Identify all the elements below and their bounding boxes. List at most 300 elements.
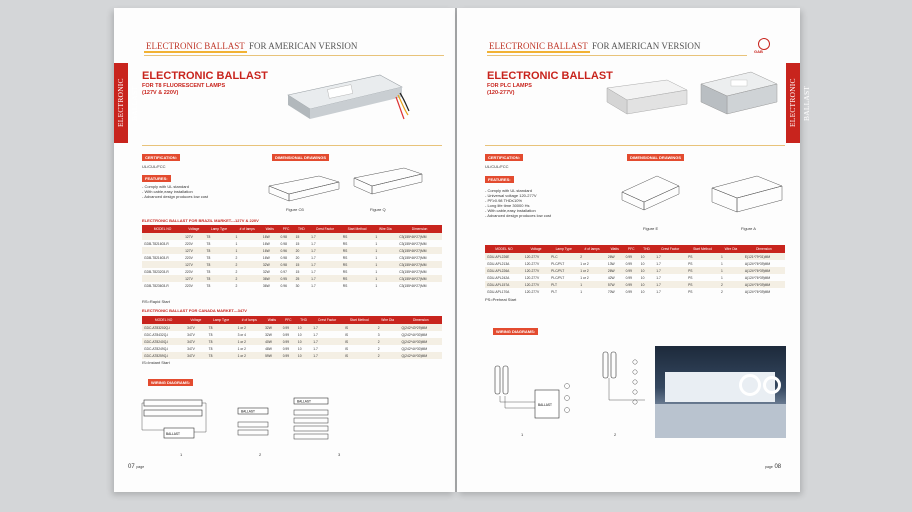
table-cell: A(124*76*39)MM bbox=[744, 261, 771, 266]
column-header: Dimension bbox=[400, 316, 443, 324]
header-rule bbox=[487, 55, 747, 56]
brand-logo bbox=[754, 38, 776, 54]
table-cell: 1 bbox=[373, 261, 397, 268]
table-cell: 30 bbox=[295, 283, 300, 288]
column-header: Voltage bbox=[523, 245, 549, 253]
table-cell: PLC bbox=[549, 253, 578, 260]
table-row bbox=[142, 247, 442, 254]
table-cell bbox=[142, 233, 183, 240]
column-header: Crest Factor bbox=[309, 225, 341, 233]
column-header: Dimension bbox=[743, 245, 785, 253]
table-cell: 15 bbox=[295, 241, 300, 246]
product-title: ELECTRONIC BALLAST bbox=[487, 70, 613, 82]
canada-note: IS=Instant Start bbox=[142, 360, 170, 365]
table-cell: PS bbox=[688, 261, 693, 266]
figure-caption: Figure Q bbox=[370, 207, 386, 212]
page-word: page bbox=[136, 465, 145, 469]
table-cell: RS bbox=[342, 255, 348, 260]
plc-ballast-photo-2 bbox=[693, 64, 783, 124]
table-cell: C3(155*46*27)MM bbox=[397, 261, 442, 268]
table-cell: 1.7 bbox=[313, 346, 318, 351]
canada-spec-table bbox=[142, 316, 442, 359]
product-title: ELECTRONIC BALLAST bbox=[142, 70, 268, 82]
table-cell: C3(155*46*27)MM bbox=[397, 247, 442, 254]
features-label: FEATURES: bbox=[142, 175, 171, 182]
table-cell: PS bbox=[688, 289, 693, 294]
table-row bbox=[485, 281, 785, 288]
table-cell: 32W bbox=[263, 324, 281, 331]
table-cell: 1 bbox=[375, 241, 378, 246]
diagram-number: 1 bbox=[180, 452, 183, 457]
photo-ring-light-icon bbox=[763, 376, 781, 394]
table-header-row bbox=[142, 316, 442, 324]
table-cell: PS bbox=[686, 281, 719, 288]
table-cell: 1 bbox=[375, 283, 378, 288]
table-cell: 1 bbox=[233, 247, 260, 254]
feature-item: - With cable,easy installation bbox=[142, 189, 193, 194]
column-header: Wire Dia bbox=[376, 316, 400, 324]
table-cell: 127V bbox=[183, 275, 204, 282]
table-cell: RS bbox=[341, 247, 374, 254]
table-cell: 10 bbox=[639, 267, 654, 274]
table-cell: 0.95 bbox=[279, 275, 294, 282]
showroom-photo bbox=[655, 346, 786, 438]
table-cell: 127V bbox=[183, 247, 204, 254]
column-header: Crest Factor bbox=[654, 245, 686, 253]
diagram-ballast-label: BALLAST bbox=[297, 399, 311, 404]
table-cell: IS bbox=[343, 324, 376, 331]
table-cell: 1.7 bbox=[654, 253, 686, 260]
table-cell: T8 bbox=[205, 275, 234, 282]
table-cell: GDB-T823603-R bbox=[144, 283, 169, 288]
table-row bbox=[485, 260, 785, 267]
table-cell: 1 or 2 bbox=[578, 267, 606, 274]
table-cell: 127V bbox=[183, 233, 204, 240]
column-header: # of lamps bbox=[236, 316, 264, 324]
table-cell: 0.99 bbox=[624, 281, 639, 288]
table-cell: T8 bbox=[205, 233, 234, 240]
column-header: Watts bbox=[261, 225, 279, 233]
table-row bbox=[485, 288, 785, 295]
table-cell: RS bbox=[341, 261, 374, 268]
table-cell: 0.99 bbox=[624, 253, 639, 260]
table-cell: 1.7 bbox=[656, 289, 661, 294]
table-cell: 1.7 bbox=[309, 233, 341, 240]
table-cell: T8 bbox=[205, 247, 234, 254]
table-cell: 0.99 bbox=[282, 346, 290, 351]
column-header: Watts bbox=[606, 245, 624, 253]
column-header: Voltage bbox=[185, 316, 206, 324]
table-cell: 2 bbox=[376, 352, 400, 359]
table-cell: 1.7 bbox=[311, 269, 316, 274]
table-cell: 1.7 bbox=[311, 324, 343, 331]
table-cell: 1 or 2 bbox=[236, 338, 264, 345]
page-word: page bbox=[765, 465, 773, 469]
table-cell: 10 bbox=[296, 338, 311, 345]
column-header: Start Method bbox=[686, 245, 719, 253]
table-cell: 220V bbox=[185, 241, 193, 246]
table-cell: IS bbox=[343, 338, 376, 345]
table-cell bbox=[142, 261, 183, 268]
table-cell: IS bbox=[343, 352, 376, 359]
table-cell: 1 or 2 bbox=[237, 346, 247, 351]
table-cell: GDU-APL170A bbox=[487, 289, 510, 294]
table-cell: 0.98 bbox=[280, 241, 287, 246]
table-cell: 127V bbox=[183, 261, 204, 268]
table-cell: 347V bbox=[187, 346, 195, 351]
column-header: Wire Dia bbox=[373, 225, 397, 233]
table-cell: 2 bbox=[376, 338, 400, 345]
table-cell: 15 bbox=[294, 233, 309, 240]
table-row bbox=[142, 240, 442, 247]
plc-ballast-photo-1 bbox=[597, 74, 697, 124]
table-cell: 120-277V bbox=[523, 267, 549, 274]
divider-1 bbox=[485, 145, 785, 146]
wiring-label: WIRING DIAGRAMS: bbox=[493, 328, 538, 335]
table-cell: 220V bbox=[185, 269, 193, 274]
table-cell: 347V bbox=[185, 324, 206, 331]
table-cell: 2 bbox=[233, 275, 260, 282]
table-cell: 42W bbox=[607, 275, 615, 280]
table-cell: 3 or 4 bbox=[237, 332, 247, 337]
table-cell: 1 or 2 bbox=[580, 275, 589, 280]
table-cell: GDB-T823203-R bbox=[144, 269, 169, 274]
table-cell: 1 bbox=[719, 253, 743, 260]
table-cell: 2 bbox=[233, 261, 260, 268]
table-cell: 1.7 bbox=[656, 261, 661, 266]
table-cell: 1 or 2 bbox=[580, 261, 589, 266]
table-cell: 1 bbox=[373, 247, 397, 254]
table-cell: 0.98 bbox=[279, 233, 294, 240]
table-cell: RS bbox=[342, 241, 348, 246]
table-cell: 1.7 bbox=[311, 241, 316, 246]
table-cell: T8 bbox=[207, 338, 236, 345]
brazil-spec-table bbox=[142, 225, 442, 289]
table-row bbox=[485, 274, 785, 281]
table-cell: 220V bbox=[185, 255, 193, 260]
table-cell: 347V bbox=[185, 352, 206, 359]
table-cell: 2 bbox=[376, 324, 400, 331]
table-row bbox=[142, 345, 442, 352]
table-cell: C3(155*46*27)MM bbox=[399, 255, 427, 260]
page-number bbox=[765, 464, 781, 470]
table-cell: 10 bbox=[639, 253, 654, 260]
feature-item: - With cable,easy installation bbox=[485, 208, 536, 213]
table-cell: 32W bbox=[261, 261, 279, 268]
table-cell: PLT bbox=[549, 281, 578, 288]
table-header-row bbox=[485, 245, 785, 253]
column-header: Start Method bbox=[343, 316, 376, 324]
table-cell: GDB-T821603-R bbox=[144, 241, 169, 246]
cert-value: UL/CUL/FCC bbox=[142, 164, 166, 169]
wiring-diagrams bbox=[142, 390, 322, 450]
diagram-number: 2 bbox=[259, 452, 262, 457]
table-cell: Q(242*44*30)MM bbox=[400, 338, 443, 345]
table-cell: 120-277V bbox=[523, 253, 549, 260]
table-cell: PS bbox=[686, 253, 719, 260]
table-cell: 10 bbox=[640, 261, 645, 266]
table-row bbox=[142, 233, 442, 240]
side-tab: ELECTRONIC BALLAST bbox=[114, 63, 128, 143]
table-cell: T8 bbox=[206, 255, 211, 260]
table-cell: 0.97 bbox=[280, 269, 287, 274]
table-cell: 0.99 bbox=[281, 352, 296, 359]
table-cell: 1.7 bbox=[654, 267, 686, 274]
table-cell: 2 bbox=[235, 283, 238, 288]
column-header: THD bbox=[296, 316, 311, 324]
table-cell: Q(242*44*30)MM bbox=[401, 332, 428, 337]
table-cell: 2 bbox=[720, 289, 723, 294]
brazil-table-title: ELECTRONIC BALLAST FOR BRAZIL MARKET---127V & 220V bbox=[142, 218, 259, 223]
column-header: Lamp Type bbox=[205, 225, 234, 233]
diagram-ballast-label: BALLAST bbox=[241, 409, 255, 414]
table-cell: PS bbox=[686, 267, 719, 274]
left-page bbox=[114, 8, 455, 492]
table-cell: 16W bbox=[262, 255, 270, 260]
figure-caption: Figure A bbox=[741, 226, 756, 231]
column-header: Lamp Type bbox=[549, 245, 578, 253]
diagram-ballast-label: BALLAST bbox=[166, 432, 180, 436]
figure-caption: Figure O3 bbox=[286, 207, 304, 212]
table-cell: C3(155*46*27)MM bbox=[399, 269, 427, 274]
features-label: FEATURES: bbox=[485, 176, 514, 183]
table-cell: 0.99 bbox=[625, 289, 632, 294]
table-cell: 0.98 bbox=[279, 261, 294, 268]
figure-caption: Figure E bbox=[643, 226, 659, 231]
brazil-note: RS=Rapid Start bbox=[142, 299, 170, 304]
table-cell: 1.7 bbox=[309, 261, 341, 268]
table-cell: 2 bbox=[719, 281, 743, 288]
table-cell: T8 bbox=[207, 352, 236, 359]
table-cell: 10 bbox=[297, 332, 302, 337]
table-cell: 347V bbox=[185, 338, 206, 345]
table-cell: 16W bbox=[262, 241, 270, 246]
table-cell: A(124*76*39)MM bbox=[744, 289, 771, 294]
table-cell: 57W bbox=[606, 281, 624, 288]
table-cell: 26W bbox=[606, 267, 624, 274]
table-cell: 1 bbox=[719, 267, 743, 274]
plc-note: PS=Preheat Start bbox=[485, 297, 517, 302]
page-header-left bbox=[144, 41, 357, 51]
diagram-ballast-label: BALLAST bbox=[538, 403, 552, 407]
column-header: Crest Factor bbox=[311, 316, 343, 324]
table-cell: 59W bbox=[263, 352, 281, 359]
column-header: PFC bbox=[279, 225, 294, 233]
feature-item: - Universal voltage 120-277V bbox=[485, 193, 537, 198]
dim-drawings-label: DIMENSIONAL DRAWINGS bbox=[272, 154, 329, 161]
table-cell: 1 or 2 bbox=[236, 324, 264, 331]
table-cell: 1.7 bbox=[311, 338, 343, 345]
page-number-value: 08 bbox=[774, 464, 782, 470]
header-rest: FOR AMERICAN VERSION bbox=[246, 41, 358, 51]
table-cell: 1 bbox=[580, 289, 583, 294]
table-row bbox=[142, 331, 442, 338]
table-cell: 0.99 bbox=[282, 332, 290, 337]
table-cell: 220V bbox=[185, 283, 193, 288]
table-cell: 1.7 bbox=[311, 283, 316, 288]
table-cell: C3(155*46*27)MM bbox=[399, 241, 427, 246]
table-cell: 10 bbox=[639, 281, 654, 288]
page-number bbox=[128, 464, 144, 470]
divider-1 bbox=[142, 145, 442, 146]
product-voltage: (127V & 220V) bbox=[142, 90, 179, 96]
table-cell: 16W bbox=[261, 233, 279, 240]
table-cell: T8 bbox=[208, 332, 213, 337]
table-cell: GDC-AT8249Q-I bbox=[144, 346, 169, 351]
page-number-value: 07 bbox=[128, 464, 135, 470]
table-cell: T8 bbox=[206, 241, 211, 246]
column-header: Start Method bbox=[341, 225, 374, 233]
column-header: Dimension bbox=[397, 225, 442, 233]
column-header: # of lamps bbox=[578, 245, 606, 253]
table-cell: T8 bbox=[206, 269, 211, 274]
feature-item: - Comply with UL standard bbox=[485, 188, 532, 193]
table-cell: 2 bbox=[235, 255, 238, 260]
feature-item: - Advanced design produces low cost bbox=[142, 194, 209, 199]
table-cell: 26W bbox=[606, 253, 624, 260]
column-header: PFC bbox=[281, 316, 296, 324]
table-cell: 0.99 bbox=[281, 338, 296, 345]
table-cell: GDU-APL242A bbox=[487, 275, 510, 280]
table-cell: 36W bbox=[262, 283, 270, 288]
table-cell: 1 bbox=[373, 233, 397, 240]
table-cell: IS bbox=[344, 346, 349, 351]
table-cell: GDC-AT8432Q-I bbox=[144, 332, 169, 337]
table-cell: 120-277V bbox=[524, 261, 540, 266]
table-cell: 1 bbox=[720, 261, 723, 266]
table-cell: A(124*76*39)MM bbox=[743, 281, 785, 288]
diagram-number: 3 bbox=[338, 452, 341, 457]
table-cell: 1.7 bbox=[656, 275, 661, 280]
table-cell: A(124*76*39)MM bbox=[744, 275, 771, 280]
photo-floor bbox=[655, 404, 786, 438]
table-cell: C3(155*46*27)MM bbox=[397, 275, 442, 282]
photo-ring-light-icon bbox=[739, 374, 761, 396]
table-cell bbox=[142, 247, 183, 254]
feature-item: - Long life time 30000 Hs bbox=[485, 203, 530, 208]
canada-table-title: ELECTRONIC BALLAST FOR CANADA MARKET---347V bbox=[142, 308, 247, 313]
table-cell: C3(155*46*27)MM bbox=[399, 283, 427, 288]
table-cell: 1 bbox=[373, 275, 397, 282]
table-cell: RS bbox=[342, 283, 348, 288]
table-cell: 10 bbox=[296, 324, 311, 331]
table-cell: IS bbox=[344, 332, 349, 337]
column-header: MODEL NO bbox=[485, 245, 523, 253]
table-cell: 0.96 bbox=[280, 283, 287, 288]
column-header: Wire Dia bbox=[719, 245, 743, 253]
column-header: Watts bbox=[263, 316, 281, 324]
table-cell: 20 bbox=[295, 255, 300, 260]
table-cell: 2 bbox=[578, 253, 606, 260]
table-cell: 1 bbox=[720, 275, 723, 280]
table-cell: 15 bbox=[294, 261, 309, 268]
table-cell: 0.96 bbox=[279, 247, 294, 254]
table-cell: GDC-AT8259Q-I bbox=[142, 352, 185, 359]
table-cell: Q(242*43*29)MM bbox=[400, 324, 443, 331]
table-cell: 15 bbox=[295, 269, 300, 274]
dim-drawings-label: DIMENSIONAL DRAWINGS bbox=[627, 154, 684, 161]
table-cell: RS bbox=[341, 233, 374, 240]
table-cell: 0.99 bbox=[625, 275, 632, 280]
table-cell: 10 bbox=[297, 346, 302, 351]
table-cell: 10 bbox=[296, 352, 311, 359]
table-cell: 120-277V bbox=[523, 281, 549, 288]
table-cell: T8 bbox=[205, 261, 234, 268]
table-cell: 3 bbox=[377, 332, 380, 337]
table-cell: T8 bbox=[207, 324, 236, 331]
cert-label: CERTIFICATION: bbox=[142, 154, 180, 161]
table-cell: GDC-AT8240Q-I bbox=[142, 338, 185, 345]
table-cell: 48W bbox=[265, 346, 272, 351]
table-cell: 347V bbox=[187, 332, 195, 337]
side-tab: ELECTRONIC BALLAST bbox=[786, 63, 800, 143]
table-cell: 120-277V bbox=[524, 289, 540, 294]
table-cell: GDU-APL226E bbox=[485, 253, 523, 260]
table-cell: 1.7 bbox=[309, 275, 341, 282]
table-cell: GDC-AT83202Q-I bbox=[142, 324, 185, 331]
table-cell: 1.7 bbox=[654, 281, 686, 288]
table-cell: PLC/PLT bbox=[551, 261, 565, 266]
table-cell: PLC/PLT bbox=[549, 267, 578, 274]
right-page bbox=[457, 8, 811, 492]
table-row bbox=[142, 338, 442, 345]
ballast-photo bbox=[280, 65, 410, 125]
feature-item: - PF≥0.98 THD≤10% bbox=[485, 198, 522, 203]
plc-spec-table bbox=[485, 245, 785, 295]
table-cell: 0.98 bbox=[280, 255, 287, 260]
table-cell: PS bbox=[688, 275, 693, 280]
table-cell: C3(155*46*27)MM bbox=[397, 233, 442, 240]
column-header: THD bbox=[639, 245, 654, 253]
table-cell: 32W bbox=[265, 332, 272, 337]
table-cell: 10 bbox=[640, 289, 645, 294]
table-cell: 25 bbox=[294, 275, 309, 282]
table-cell: 1 bbox=[375, 269, 378, 274]
feature-item: - Advanced design produces low cost bbox=[485, 213, 552, 218]
table-row bbox=[485, 267, 785, 274]
table-cell: 70W bbox=[607, 289, 615, 294]
table-cell: GDU-APL157A bbox=[485, 281, 523, 288]
dimension-drawings bbox=[264, 164, 424, 208]
table-cell: Q(242*44*30)MM bbox=[400, 352, 443, 359]
table-cell: RS bbox=[341, 275, 374, 282]
cert-value: UL/CUL/FCC bbox=[485, 164, 509, 169]
page-header-right bbox=[487, 41, 700, 51]
table-cell: GDU-APL226A bbox=[485, 267, 523, 274]
column-header: Voltage bbox=[183, 225, 204, 233]
table-row bbox=[142, 254, 442, 261]
table-cell: 13W bbox=[607, 261, 615, 266]
table-header-row bbox=[142, 225, 442, 233]
table-cell: PLT bbox=[551, 289, 557, 294]
table-cell: 1 or 2 bbox=[236, 352, 264, 359]
table-row bbox=[142, 352, 442, 359]
table-cell: 1.7 bbox=[311, 352, 343, 359]
table-row bbox=[142, 282, 442, 289]
table-cell: 0.99 bbox=[625, 261, 632, 266]
table-cell bbox=[142, 275, 183, 282]
table-cell: 32W bbox=[262, 269, 270, 274]
wiring-diagrams bbox=[485, 338, 645, 433]
column-header: THD bbox=[294, 225, 309, 233]
dimension-drawings bbox=[617, 164, 787, 226]
logo-text: GAB bbox=[754, 49, 763, 54]
product-subtitle: FOR PLC LAMPS bbox=[487, 83, 532, 89]
cert-label: CERTIFICATION: bbox=[485, 154, 523, 161]
column-header: MODEL NO bbox=[142, 316, 185, 324]
header-tag: ELECTRONIC BALLAST bbox=[146, 41, 245, 51]
table-row bbox=[142, 324, 442, 331]
